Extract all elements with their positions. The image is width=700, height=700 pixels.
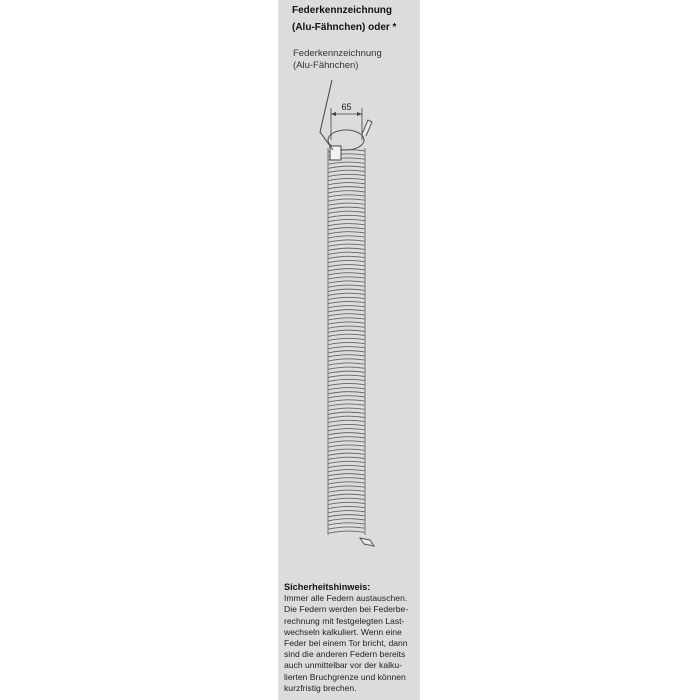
spring-coil xyxy=(328,506,365,508)
safety-notice-line: lierten Bruchgrenze und können xyxy=(284,671,406,682)
spring-coil xyxy=(328,457,365,459)
callout-line-1: Federkennzeichnung xyxy=(293,48,382,59)
safety-notice-line: sind die anderen Federn bereits xyxy=(284,649,406,660)
spring-coil xyxy=(328,433,365,435)
spring-coil xyxy=(328,494,365,496)
spring-coil xyxy=(328,187,365,189)
spring-coil xyxy=(328,170,365,172)
spring-coil xyxy=(328,388,365,390)
spring-coil xyxy=(328,293,365,295)
spring-outline xyxy=(328,148,365,535)
spring-coil xyxy=(328,322,365,324)
callout-line-2: (Alu-Fähnchen) xyxy=(293,60,359,71)
dimension-label: 65 xyxy=(341,102,352,112)
spring-coil xyxy=(328,260,365,262)
spring-coil xyxy=(328,191,365,193)
spring-coil xyxy=(328,224,365,226)
spring-coil xyxy=(328,326,365,328)
safety-notice-title: Sicherheitshinweis: xyxy=(284,582,371,592)
spring-coil xyxy=(328,232,365,234)
spring-coil xyxy=(328,178,365,180)
spring-top-end xyxy=(362,120,372,136)
spring-coil xyxy=(328,445,365,447)
spring-coil xyxy=(328,162,365,164)
spring-coil xyxy=(328,211,365,213)
safety-notice-line: Feder bei einem Tor bricht, dann xyxy=(284,638,408,649)
safety-notice-line: kurzfristig brechen. xyxy=(284,682,357,693)
spring-coil xyxy=(328,183,365,185)
spring-coil xyxy=(328,256,365,258)
spring-coil xyxy=(328,519,365,521)
spring-coil xyxy=(328,383,365,385)
spring-coil xyxy=(328,306,365,308)
safety-notice xyxy=(284,582,416,694)
dimension-arrow-left xyxy=(331,112,336,116)
spring-coil xyxy=(328,478,365,480)
spring-coil xyxy=(328,453,365,455)
spring-coil xyxy=(328,498,365,500)
spring-coil xyxy=(328,371,365,373)
spring-coil xyxy=(328,195,365,197)
safety-notice-line: rechnung mit festgelegten Last- xyxy=(284,615,405,626)
header-line-1: Federkennzeichnung xyxy=(292,5,393,16)
spring-coil xyxy=(328,408,365,410)
spring-coils xyxy=(328,150,365,534)
spring-bottom-end xyxy=(360,538,374,546)
spring-coil xyxy=(328,379,365,381)
spring-coil xyxy=(328,359,365,361)
spring-coil xyxy=(328,240,365,242)
spring-coil xyxy=(328,474,365,476)
spring-coil xyxy=(328,219,365,221)
spring-coil xyxy=(328,424,365,426)
spring-coil xyxy=(328,236,365,238)
spring-coil xyxy=(328,531,365,533)
spring-coil xyxy=(328,338,365,340)
spring-coil xyxy=(328,449,365,451)
spring-coil xyxy=(328,281,365,283)
spring-coil xyxy=(328,342,365,344)
spring-coil xyxy=(328,285,365,287)
spring-coil xyxy=(328,511,365,513)
spring-coil xyxy=(328,502,365,504)
spring-coil xyxy=(328,482,365,484)
spring-coil xyxy=(328,203,365,205)
spring-coil xyxy=(328,396,365,398)
spring-coil xyxy=(328,363,365,365)
spring-coil xyxy=(328,441,365,443)
spring-coil xyxy=(328,465,365,467)
spring-coil xyxy=(328,437,365,439)
safety-notice-line: Die Federn werden bei Federbe- xyxy=(284,604,409,615)
spring-coil xyxy=(328,244,365,246)
spring-coil xyxy=(328,515,365,517)
spring-coil xyxy=(328,297,365,299)
header-line-2: (Alu-Fähnchen) oder * xyxy=(292,22,397,33)
spring-coil xyxy=(328,412,365,414)
spring-coil xyxy=(328,486,365,488)
spring-coil xyxy=(328,355,365,357)
spring-coil xyxy=(328,470,365,472)
spring-coil xyxy=(328,351,365,353)
spring-coil xyxy=(328,289,365,291)
spring-coil xyxy=(328,318,365,320)
dimension-arrow-right xyxy=(357,112,362,116)
spring-coil xyxy=(328,367,365,369)
spring-coil xyxy=(328,347,365,349)
spring-coil xyxy=(328,330,365,332)
spring-coil xyxy=(328,265,365,267)
spring-coil xyxy=(328,301,365,303)
spring-coil xyxy=(328,207,365,209)
spring-coil xyxy=(328,166,365,168)
spring-coil xyxy=(328,392,365,394)
spring-coil xyxy=(328,416,365,418)
spring-coil xyxy=(328,273,365,275)
spring-coil xyxy=(328,174,365,176)
safety-notice-line: auch unmittelbar vor der kalku- xyxy=(284,660,402,671)
spring-coil xyxy=(328,314,365,316)
spring-coil xyxy=(328,375,365,377)
spring-coil xyxy=(328,420,365,422)
spring-coil xyxy=(328,215,365,217)
spring-coil xyxy=(328,199,365,201)
spring-coil xyxy=(328,310,365,312)
safety-notice-line: wechseln kalkuliert. Wenn eine xyxy=(284,626,402,637)
spring-coil xyxy=(328,252,365,254)
spring-coil xyxy=(328,277,365,279)
safety-notice-line: Immer alle Federn austauschen. xyxy=(284,593,408,604)
spring-coil xyxy=(328,334,365,336)
spring-coil xyxy=(328,400,365,402)
spring-coil xyxy=(328,490,365,492)
spring-coil xyxy=(328,228,365,230)
spring-coil xyxy=(328,461,365,463)
spring-coil xyxy=(328,527,365,529)
spring-coil xyxy=(328,269,365,271)
spring-coil xyxy=(328,429,365,431)
spring-coil xyxy=(328,523,365,525)
spring-coil xyxy=(328,248,365,250)
spring-coil xyxy=(328,404,365,406)
